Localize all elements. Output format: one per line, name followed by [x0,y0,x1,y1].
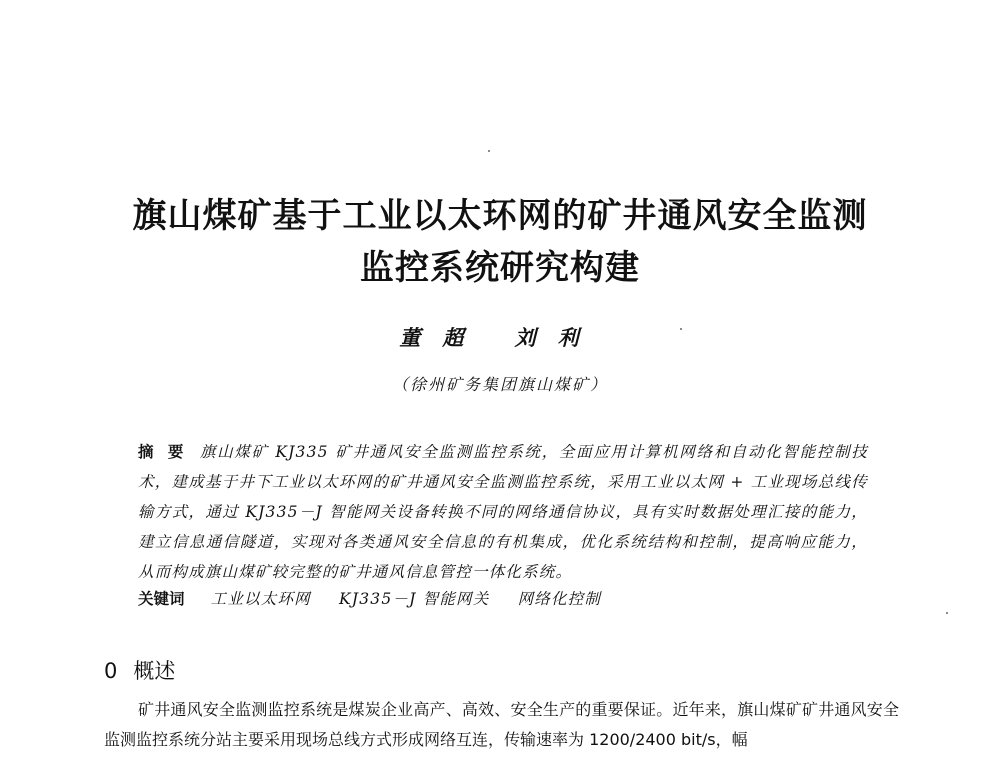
affiliation: （徐州矿务集团旗山煤矿） [391,375,608,394]
keywords [138,586,868,612]
abstract [138,437,868,587]
abstract-label: 摘 要 [138,443,188,461]
paper-title-line-2: 监控系统研究构建 [360,248,640,288]
keyword: 网络化控制 [517,590,602,608]
author-name: 董超 [399,325,486,350]
author-name: 刘利 [514,325,601,350]
section-heading [104,655,175,685]
keyword: KJ335－J 智能网关 [339,590,490,608]
keywords-label: 关键词 [138,590,185,608]
paper-title-line-1: 旗山煤矿基于工业以太环网的矿井通风安全监测 [132,196,868,236]
authors [0,322,1000,352]
scan-speck [488,150,490,152]
keyword: 工业以太环网 [210,590,311,608]
section-number: 0 [104,659,118,683]
abstract-text: 旗山煤矿 KJ335 矿井通风安全监测监控系统，全面应用计算机网络和自动化智能控制技术，建成基于井下工业以太环网的矿井通风安全监测监控系统，采用工业以太网 + 工业现场总线传输方式，通过 KJ335－J 智能网关设备转换不同的网络通信协议，具有实时数据处理汇接的能力，建立信息通信隧道，实现对各类通风安全信息的有机集成，优化系统结构和控制，提高响应能力，从而构成旗山煤矿较完整的矿井通风信息管控一体化系统。 [138,443,868,581]
scan-speck [946,612,948,614]
section-title: 概述 [133,659,176,683]
body-paragraph: 矿井通风安全监测监控系统是煤炭企业高产、高效、安全生产的重要保证。近年来，旗山煤矿矿井通风安全监测监控系统分站主要采用现场总线方式形成网络互连，传输速率为 1200/2400 bit/s，幅 [104,700,899,749]
